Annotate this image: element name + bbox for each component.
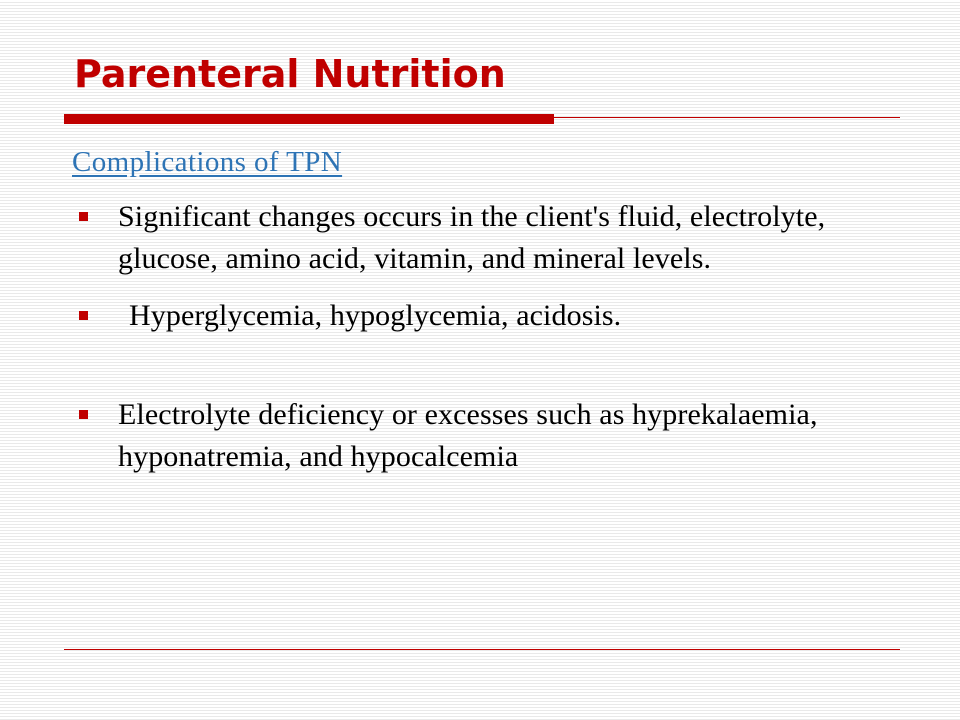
slide-title: Parenteral Nutrition <box>74 52 506 96</box>
square-bullet-icon <box>79 410 88 419</box>
footer-divider <box>64 649 900 650</box>
bullet-list <box>72 196 872 478</box>
bullet-text: Electrolyte deficiency or excesses such as hyprekalaemia, hyponatremia, and hypocalcemia <box>118 398 818 473</box>
bullet-text: Significant changes occurs in the client's fluid, electrolyte, glucose, amino acid, vitamin, and mineral levels. <box>118 200 826 275</box>
title-underline-bar <box>64 114 554 124</box>
slide-content <box>72 140 872 478</box>
bullet-item <box>72 196 872 280</box>
square-bullet-icon <box>79 311 88 320</box>
bullet-text: Hyperglycemia, hypoglycemia, acidosis. <box>129 299 622 332</box>
bullet-item <box>72 394 872 478</box>
title-underline-line <box>554 117 900 118</box>
bullet-item <box>72 295 872 337</box>
section-heading-link[interactable]: Complications of TPN <box>72 146 343 178</box>
square-bullet-icon <box>79 212 88 221</box>
